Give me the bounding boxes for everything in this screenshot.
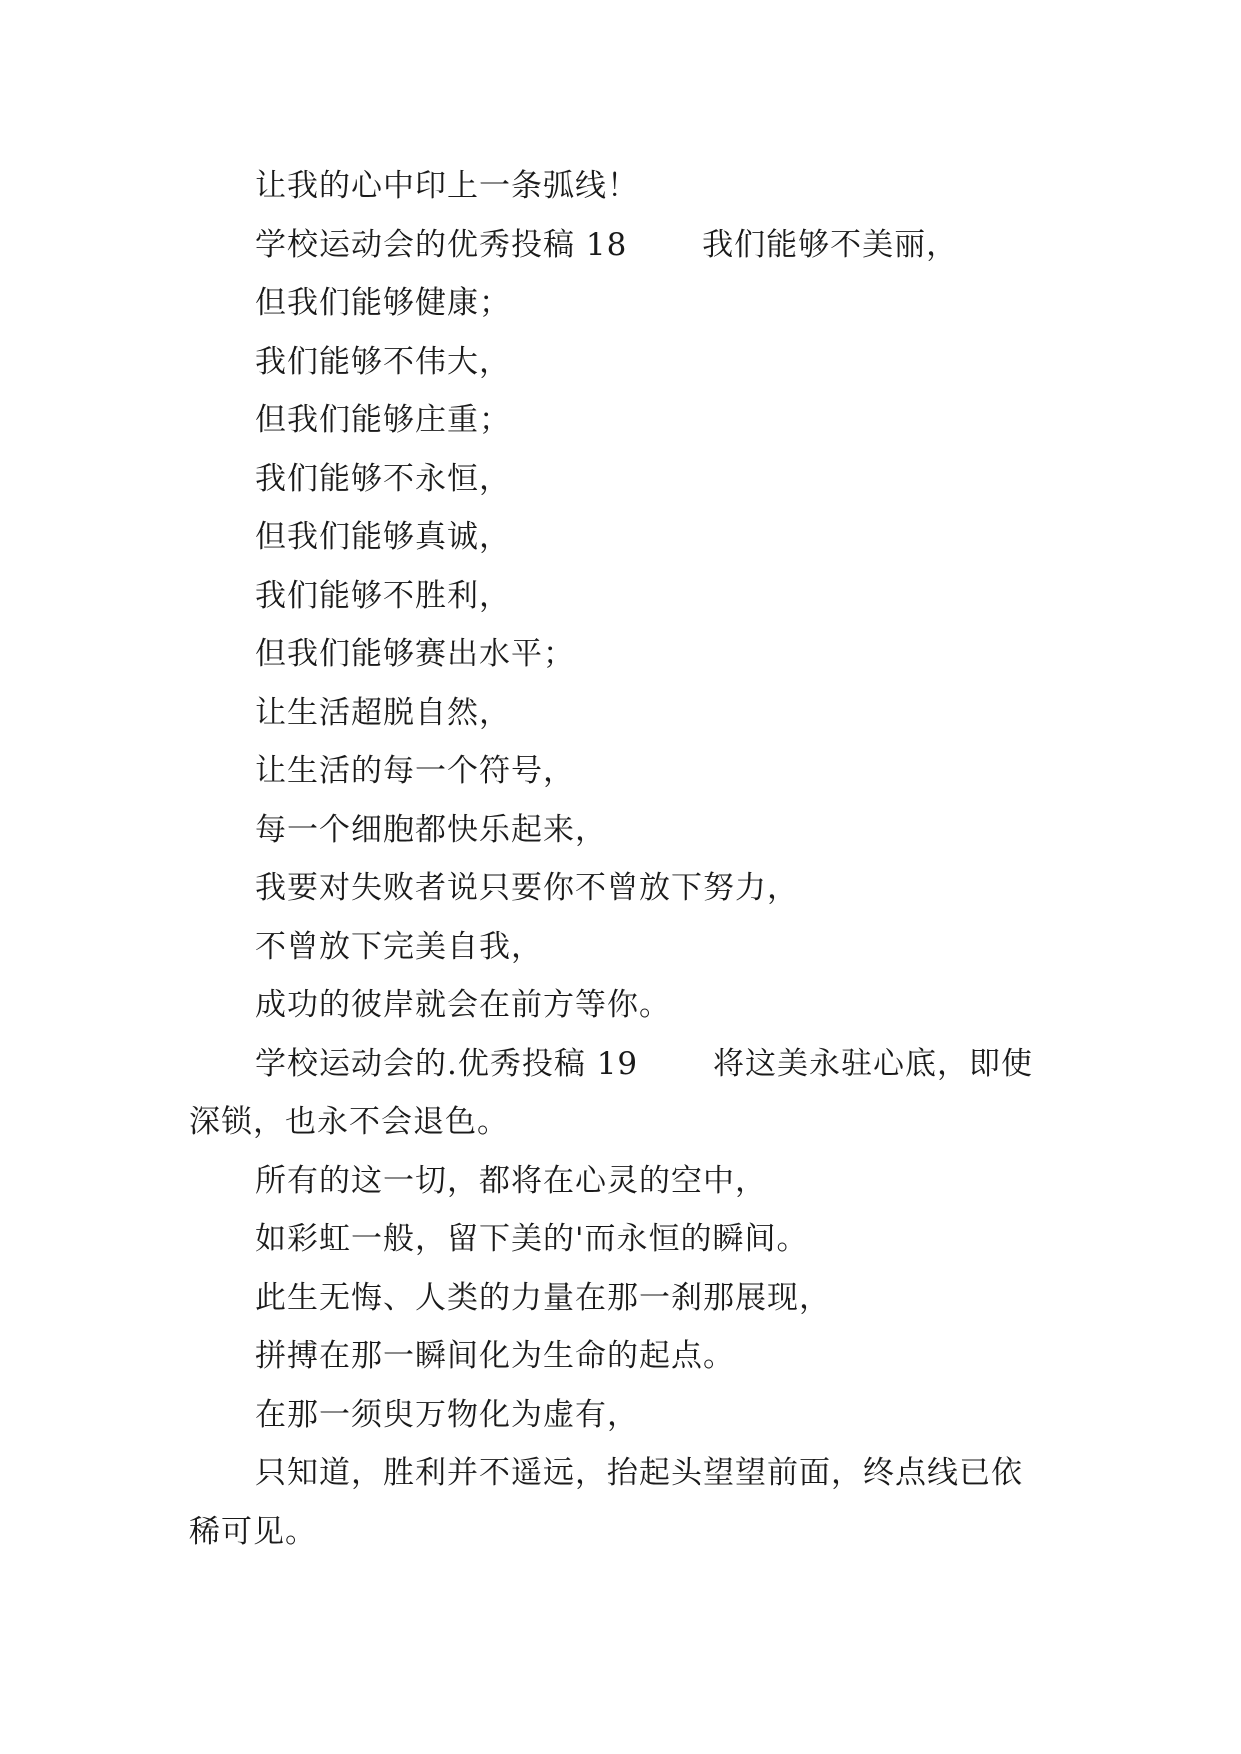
paragraph: 我们能够不伟大， bbox=[255, 343, 511, 380]
paragraph: 但我们能够赛出水平； bbox=[255, 636, 575, 672]
paragraph: 但我们能够真诚， bbox=[255, 519, 511, 555]
paragraph: 让生活超脱自然， bbox=[255, 694, 511, 731]
paragraph: 我们能够不胜利， bbox=[255, 577, 511, 614]
paragraph: 成功的彼岸就会在前方等你。 bbox=[255, 987, 671, 1023]
paragraph: 我们能够不永恒， bbox=[255, 460, 511, 497]
paragraph: 但我们能够庄重； bbox=[255, 402, 511, 438]
paragraph: 所有的这一切，都将在心灵的空中， bbox=[255, 1162, 767, 1199]
paragraph: 在那一须臾万物化为虚有， bbox=[255, 1396, 639, 1433]
paragraph: 拼搏在那一瞬间化为生命的起点。 bbox=[255, 1338, 735, 1374]
document-body bbox=[189, 157, 1049, 1561]
paragraph: 让我的心中印上一条弧线！ bbox=[255, 168, 639, 204]
paragraph: 让生活的每一个符号， bbox=[255, 753, 575, 789]
paragraph: 此生无悔、人类的力量在那一刹那展现， bbox=[255, 1279, 831, 1316]
paragraph: 我要对失败者说只要你不曾放下努力， bbox=[255, 870, 799, 906]
paragraph: 不曾放下完美自我， bbox=[255, 928, 543, 965]
paragraph: 但我们能够健康； bbox=[255, 285, 511, 321]
paragraph: 如彩虹一般，留下美的'而永恒的瞬间。 bbox=[255, 1221, 809, 1257]
paragraph: 每一个细胞都快乐起来， bbox=[255, 811, 607, 848]
paragraph: 学校运动会的.优秀投稿 19 将这美永驻心底，即使深锁，也永不会退色。 bbox=[189, 1045, 1034, 1140]
paragraph: 学校运动会的优秀投稿 18 我们能够不美丽， bbox=[255, 226, 959, 263]
paragraph: 只知道，胜利并不遥远，抬起头望望前面，终点线已依稀可见。 bbox=[189, 1455, 1023, 1550]
